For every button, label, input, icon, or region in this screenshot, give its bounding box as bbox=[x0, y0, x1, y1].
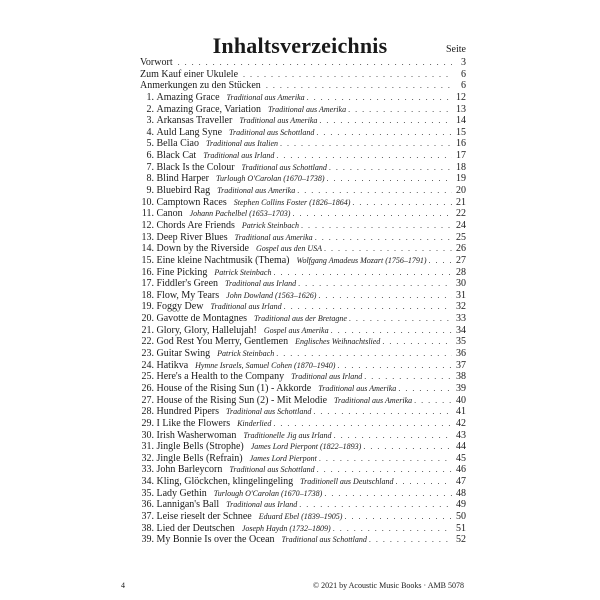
toc-entry-title: House of the Rising Sun (2) - Mit Melodie bbox=[156, 394, 328, 406]
toc-entry bbox=[140, 197, 466, 209]
toc-entry-title: Blind Harper bbox=[156, 173, 209, 185]
toc-entry-title: Flow, My Tears bbox=[156, 289, 220, 301]
dot-leader bbox=[361, 441, 452, 453]
dot-leader bbox=[329, 325, 452, 337]
toc-entry-title: Zum Kauf einer Ukulele bbox=[140, 68, 239, 80]
toc-entry-title: Camptown Races bbox=[156, 196, 227, 208]
toc-entry-credit: Gospel aus Amerika bbox=[263, 325, 329, 335]
toc-entry bbox=[140, 278, 466, 290]
toc-entry-title: Irish Washerwoman bbox=[156, 429, 237, 441]
toc-entry-number: 37. bbox=[141, 510, 154, 522]
toc-entry-title: Here's a Health to the Company bbox=[156, 371, 285, 383]
toc-entry-page: 19 bbox=[456, 173, 466, 185]
toc-entry-title: Lannigan's Ball bbox=[156, 499, 220, 511]
toc-entry-credit: Traditional aus Amerika bbox=[239, 116, 318, 126]
dot-leader bbox=[299, 220, 452, 232]
dot-leader bbox=[332, 430, 452, 442]
toc-entry-page: 35 bbox=[456, 336, 466, 348]
dot-leader bbox=[305, 92, 452, 104]
dot-leader bbox=[241, 69, 452, 81]
dot-leader bbox=[315, 464, 452, 476]
toc-entry-title: Fiddler's Green bbox=[156, 278, 219, 290]
toc-entry-number: 34. bbox=[141, 476, 154, 488]
toc-entry bbox=[140, 336, 466, 348]
toc-entry-credit: Eduard Ebel (1839–1905) bbox=[258, 511, 343, 521]
toc-entry-page: 28 bbox=[456, 266, 466, 278]
toc-entry-credit: John Dowland (1563–1626) bbox=[226, 290, 317, 300]
toc-entry bbox=[140, 488, 466, 500]
dot-leader bbox=[362, 371, 452, 383]
toc-entry-number: 10. bbox=[141, 196, 154, 208]
toc-entry bbox=[140, 267, 466, 279]
toc-entry-credit: Patrick Steinbach bbox=[241, 220, 299, 230]
dot-leader bbox=[335, 360, 452, 372]
toc-entry-credit: Traditional aus Schottland bbox=[281, 535, 367, 545]
toc-entry-credit: Traditional aus Schottland bbox=[229, 465, 315, 475]
toc-entry-title: Canon bbox=[156, 208, 183, 220]
dot-leader bbox=[325, 173, 452, 185]
toc-entry-credit: Traditional aus Irland bbox=[291, 372, 363, 382]
toc-entry bbox=[140, 104, 466, 116]
toc-entry-credit: James Lord Pierpont (1822–1893) bbox=[250, 442, 362, 452]
toc-entry-number: 20. bbox=[141, 313, 154, 325]
dot-leader bbox=[342, 511, 452, 523]
toc-entry-title: My Bonnie Is over the Ocean bbox=[156, 534, 275, 546]
toc-entry-credit: Johann Pachelbel (1653–1703) bbox=[189, 209, 291, 219]
toc-entry-page: 44 bbox=[456, 441, 466, 453]
toc-entry-credit: Traditional aus Irland bbox=[203, 151, 275, 161]
toc-entry bbox=[140, 138, 466, 150]
toc-entry-number: 30. bbox=[141, 429, 154, 441]
toc-entry-title: Black Cat bbox=[156, 150, 197, 162]
toc-entry-page: 3 bbox=[461, 57, 466, 68]
toc-entry-page: 24 bbox=[456, 219, 466, 231]
toc-entry bbox=[140, 92, 466, 104]
dot-leader bbox=[412, 395, 452, 407]
dot-leader bbox=[322, 243, 452, 255]
toc-entry-credit: Traditionell aus Deutschland bbox=[300, 477, 394, 487]
page-title: Inhaltsverzeichnis bbox=[212, 32, 388, 58]
toc-entry-page: 49 bbox=[456, 499, 466, 511]
dot-leader bbox=[367, 534, 452, 546]
toc-entry-credit: James Lord Pierpont bbox=[249, 453, 317, 463]
toc-entry-number: 31. bbox=[141, 441, 154, 453]
table-of-contents bbox=[140, 57, 466, 546]
footer-copyright: © 2021 by Acoustic Music Books · AMB 5078 bbox=[313, 581, 464, 590]
toc-entry bbox=[140, 185, 466, 197]
toc-entry-number: 36. bbox=[141, 499, 154, 511]
toc-entry-title: Leise rieselt der Schnee bbox=[156, 510, 252, 522]
dot-leader bbox=[274, 150, 452, 162]
toc-entry bbox=[140, 208, 466, 220]
toc-entry-page: 21 bbox=[456, 196, 466, 208]
toc-entry bbox=[140, 360, 466, 372]
dot-leader bbox=[396, 383, 452, 395]
toc-entry-page: 25 bbox=[456, 231, 466, 243]
toc-entry bbox=[140, 523, 466, 535]
toc-entry-number: 15. bbox=[141, 254, 154, 266]
toc-entry bbox=[140, 418, 466, 430]
dot-leader bbox=[314, 127, 452, 139]
toc-entry-page: 45 bbox=[456, 452, 466, 464]
toc-entry-credit: Traditional aus Schottland bbox=[241, 162, 327, 172]
toc-entry-title: Jingle Bells (Refrain) bbox=[156, 452, 243, 464]
toc-entry-number: 25. bbox=[141, 371, 154, 383]
toc-entry-credit: Traditional aus Amerika bbox=[318, 383, 397, 393]
toc-entry-credit: Hymne Israels, Samuel Cohen (1870–1940) bbox=[195, 360, 336, 370]
toc-entry-title: Auld Lang Syne bbox=[156, 126, 223, 138]
toc-entry-credit: Joseph Haydn (1732–1809) bbox=[241, 523, 331, 533]
toc-entry-page: 15 bbox=[456, 126, 466, 138]
dot-leader bbox=[271, 267, 452, 279]
dot-leader bbox=[346, 104, 452, 116]
toc-entry-credit: Traditional aus Italien bbox=[206, 139, 279, 149]
dot-leader bbox=[427, 255, 452, 267]
dot-leader bbox=[380, 336, 452, 348]
toc-entry bbox=[140, 430, 466, 442]
toc-entry-title: House of the Rising Sun (1) - Akkorde bbox=[156, 382, 312, 394]
toc-entry-title: Vorwort bbox=[140, 57, 173, 68]
toc-entry bbox=[140, 243, 466, 255]
toc-entry bbox=[140, 453, 466, 465]
toc-entry-page: 14 bbox=[456, 115, 466, 127]
toc-entry-credit: Patrick Steinbach bbox=[217, 349, 275, 359]
toc-entry-title: Amazing Grace bbox=[156, 91, 220, 103]
toc-entry-credit: Traditional aus Amerika bbox=[226, 92, 305, 102]
dot-leader bbox=[278, 138, 452, 150]
toc-entry bbox=[140, 255, 466, 267]
toc-entry-credit: Kinderlied bbox=[237, 418, 272, 428]
toc-entry-page: 38 bbox=[456, 371, 466, 383]
toc-entry-page: 26 bbox=[456, 243, 466, 255]
toc-entry bbox=[140, 383, 466, 395]
toc-entry-number: 38. bbox=[141, 522, 154, 534]
toc-entry-page: 6 bbox=[461, 80, 466, 92]
toc-entry-number: 8. bbox=[146, 173, 154, 185]
toc-entry-credit: Traditional aus Irland bbox=[210, 302, 282, 312]
toc-entry-credit: Turlough O'Carolan (1670–1738) bbox=[216, 174, 325, 184]
dot-leader bbox=[176, 57, 452, 69]
toc-entry-title: Fine Picking bbox=[156, 266, 208, 278]
toc-entry-credit: Traditional aus Amerika bbox=[334, 395, 413, 405]
toc-entry-page: 22 bbox=[456, 208, 466, 220]
toc-entry-title: Down by the Riverside bbox=[156, 243, 249, 255]
dot-leader bbox=[327, 162, 452, 174]
toc-entry bbox=[140, 348, 466, 360]
toc-entry-page: 27 bbox=[456, 254, 466, 266]
dot-leader bbox=[313, 232, 452, 244]
dot-leader bbox=[331, 523, 452, 535]
toc-entry-page: 34 bbox=[456, 324, 466, 336]
toc-entry-credit: Traditional aus Amerika bbox=[268, 104, 347, 114]
toc-entry-page: 37 bbox=[456, 359, 466, 371]
dot-leader bbox=[290, 208, 452, 220]
toc-entry-page: 52 bbox=[456, 534, 466, 546]
page-column-label: Seite bbox=[446, 44, 466, 55]
toc-entry-credit: Traditional aus Irland bbox=[225, 279, 297, 289]
toc-entry bbox=[140, 395, 466, 407]
toc-entry-number: 27. bbox=[141, 394, 154, 406]
toc-entry-number: 13. bbox=[141, 231, 154, 243]
toc-entry-number: 16. bbox=[141, 266, 154, 278]
dot-leader bbox=[322, 488, 452, 500]
toc-entry-title: Glory, Glory, Hallelujah! bbox=[156, 324, 257, 336]
toc-entry-page: 42 bbox=[456, 417, 466, 429]
toc-entry-credit: Gospel aus den USA bbox=[256, 244, 322, 254]
toc-entry-page: 17 bbox=[456, 150, 466, 162]
toc-entry-title: God Rest You Merry, Gentlemen bbox=[156, 336, 289, 348]
toc-entry bbox=[140, 115, 466, 127]
toc-entry bbox=[140, 220, 466, 232]
toc-entry bbox=[140, 464, 466, 476]
dot-leader bbox=[264, 80, 452, 92]
toc-entry-number: 22. bbox=[141, 336, 154, 348]
toc-entry-number: 11. bbox=[141, 208, 154, 220]
toc-entry-page: 43 bbox=[456, 429, 466, 441]
toc-entry-page: 20 bbox=[456, 185, 466, 197]
toc-entry-number: 9. bbox=[146, 185, 154, 197]
dot-leader bbox=[282, 301, 452, 313]
toc-entry-number: 39. bbox=[141, 534, 154, 546]
toc-entry bbox=[140, 57, 466, 69]
toc-entry-title: Black Is the Colour bbox=[156, 161, 235, 173]
toc-entry-title: Arkansas Traveller bbox=[156, 115, 233, 127]
toc-entry bbox=[140, 232, 466, 244]
toc-entry bbox=[140, 80, 466, 92]
toc-entry-page: 41 bbox=[456, 406, 466, 418]
toc-entry-credit: Traditional aus Amerika bbox=[234, 232, 313, 242]
toc-entry-page: 39 bbox=[456, 382, 466, 394]
toc-entry-credit: Wolfgang Amadeus Mozart (1756–1791) bbox=[296, 255, 427, 265]
toc-entry bbox=[140, 173, 466, 185]
toc-entry-number: 21. bbox=[141, 324, 154, 336]
toc-entry-page: 13 bbox=[456, 103, 466, 115]
toc-entry-credit: Stephen Collins Foster (1826–1864) bbox=[233, 197, 351, 207]
toc-entry bbox=[140, 290, 466, 302]
toc-entry-title: Foggy Dew bbox=[156, 301, 204, 313]
toc-entry bbox=[140, 371, 466, 383]
toc-entry-number: 6. bbox=[146, 150, 154, 162]
toc-entry-page: 33 bbox=[456, 313, 466, 325]
toc-entry-number: 7. bbox=[146, 161, 154, 173]
toc-entry-title: Lady Gethin bbox=[156, 487, 207, 499]
toc-entry-page: 36 bbox=[456, 348, 466, 360]
toc-entry-page: 46 bbox=[456, 464, 466, 476]
toc-entry-page: 12 bbox=[456, 91, 466, 103]
toc-entry-number: 1. bbox=[146, 91, 154, 103]
dot-leader bbox=[393, 476, 452, 488]
toc-entry-title: Deep River Blues bbox=[156, 231, 228, 243]
toc-entry bbox=[140, 162, 466, 174]
toc-entry bbox=[140, 69, 466, 81]
toc-entry-number: 18. bbox=[141, 289, 154, 301]
toc-entry bbox=[140, 441, 466, 453]
dot-leader bbox=[295, 185, 452, 197]
toc-entry-number: 4. bbox=[146, 126, 154, 138]
toc-entry-number: 17. bbox=[141, 278, 154, 290]
toc-entry bbox=[140, 499, 466, 511]
dot-leader bbox=[297, 499, 452, 511]
toc-entry-credit: Englisches Weihnachtslied bbox=[295, 337, 381, 347]
toc-entry-credit: Traditional aus der Bretagne bbox=[254, 314, 347, 324]
dot-leader bbox=[316, 290, 452, 302]
toc-entry-credit: Turlough O'Carolan (1670–1738) bbox=[213, 488, 323, 498]
toc-entry bbox=[140, 313, 466, 325]
toc-entry-number: 12. bbox=[141, 219, 154, 231]
toc-entry-credit: Traditional aus Schottland bbox=[229, 127, 315, 137]
toc-entry-page: 47 bbox=[456, 476, 466, 488]
dot-leader bbox=[317, 453, 452, 465]
toc-entry-title: I Like the Flowers bbox=[156, 417, 231, 429]
toc-entry-number: 14. bbox=[141, 243, 154, 255]
toc-entry-title: Amazing Grace, Variation bbox=[156, 103, 261, 115]
dot-leader bbox=[274, 348, 452, 360]
toc-entry-title: Hatikva bbox=[156, 359, 189, 371]
toc-entry-number: 32. bbox=[141, 452, 154, 464]
toc-entry-number: 3. bbox=[146, 115, 154, 127]
toc-entry-page: 51 bbox=[456, 522, 466, 534]
toc-entry-number: 19. bbox=[141, 301, 154, 313]
dot-leader bbox=[347, 313, 452, 325]
toc-entry-title: Anmerkungen zu den Stücken bbox=[140, 80, 261, 92]
toc-entry-number: 33. bbox=[141, 464, 154, 476]
toc-entry-credit: Traditionelle Jig aus Irland bbox=[243, 430, 332, 440]
dot-leader bbox=[350, 197, 452, 209]
toc-entry bbox=[140, 127, 466, 139]
toc-entry bbox=[140, 534, 466, 546]
toc-entry-credit: Traditional aus Irland bbox=[226, 500, 298, 510]
toc-entry-title: Jingle Bells (Strophe) bbox=[156, 441, 244, 453]
toc-entry-title: John Barleycorn bbox=[156, 464, 223, 476]
toc-entry-number: 23. bbox=[141, 348, 154, 360]
toc-entry-number: 2. bbox=[146, 103, 154, 115]
toc-entry-credit: Patrick Steinbach bbox=[214, 267, 272, 277]
toc-entry bbox=[140, 476, 466, 488]
toc-entry-number: 28. bbox=[141, 406, 154, 418]
toc-entry bbox=[140, 325, 466, 337]
toc-entry-page: 16 bbox=[456, 138, 466, 150]
toc-entry-number: 26. bbox=[141, 382, 154, 394]
toc-entry-page: 18 bbox=[456, 161, 466, 173]
toc-entry-page: 50 bbox=[456, 510, 466, 522]
toc-entry-page: 31 bbox=[456, 289, 466, 301]
dot-leader bbox=[296, 278, 452, 290]
toc-entry bbox=[140, 406, 466, 418]
toc-entry bbox=[140, 511, 466, 523]
toc-entry-credit: Traditional aus Schottland bbox=[226, 407, 312, 417]
toc-entry-title: Bluebird Rag bbox=[156, 185, 211, 197]
toc-entry-title: Guitar Swing bbox=[156, 348, 211, 360]
toc-entry-number: 5. bbox=[146, 138, 154, 150]
footer-page-number: 4 bbox=[121, 581, 125, 590]
toc-entry-title: Lied der Deutschen bbox=[156, 522, 235, 534]
toc-entry-title: Hundred Pipers bbox=[156, 406, 219, 418]
toc-entry-title: Eine kleine Nachtmusik (Thema) bbox=[156, 254, 290, 266]
toc-entry-number: 35. bbox=[141, 487, 154, 499]
toc-entry-title: Gavotte de Montagnes bbox=[156, 313, 248, 325]
toc-entry-page: 32 bbox=[456, 301, 466, 313]
dot-leader bbox=[317, 115, 452, 127]
toc-entry-title: Kling, Glöckchen, klingelingeling bbox=[156, 476, 294, 488]
dot-leader bbox=[311, 406, 452, 418]
toc-entry bbox=[140, 150, 466, 162]
toc-entry-page: 48 bbox=[456, 487, 466, 499]
toc-entry-page: 30 bbox=[456, 278, 466, 290]
toc-entry-page: 6 bbox=[461, 68, 466, 80]
toc-entry-title: Chords Are Friends bbox=[156, 219, 235, 231]
toc-entry bbox=[140, 301, 466, 313]
toc-entry-title: Bella Ciao bbox=[156, 138, 199, 150]
toc-entry-number: 24. bbox=[141, 359, 154, 371]
toc-entry-credit: Traditional aus Amerika bbox=[217, 186, 296, 196]
toc-entry-number: 29. bbox=[141, 417, 154, 429]
toc-entry-page: 40 bbox=[456, 394, 466, 406]
dot-leader bbox=[271, 418, 452, 430]
